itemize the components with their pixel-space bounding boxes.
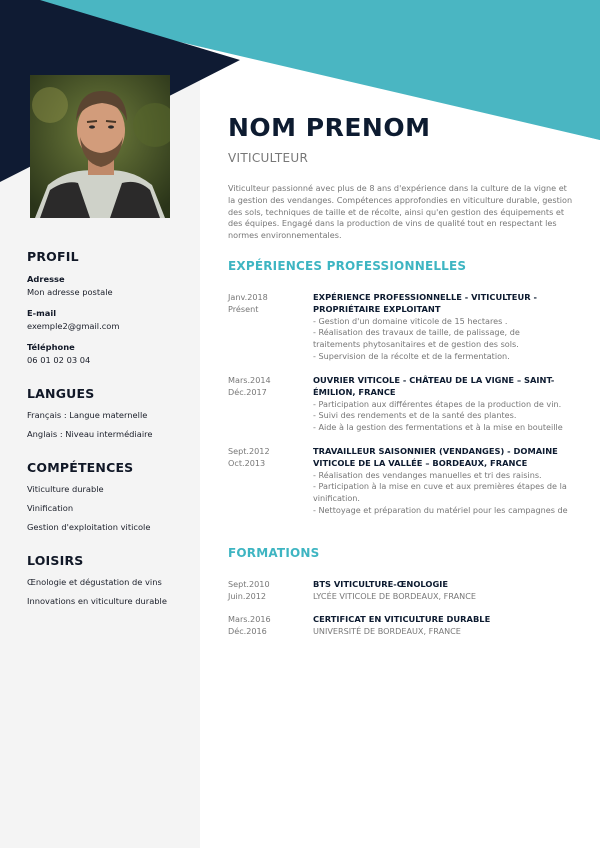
- email-value: exemple2@gmail.com: [27, 321, 120, 331]
- date-end: Déc.2016: [228, 625, 267, 636]
- experience-body: [313, 375, 573, 434]
- experience-line: - Nettoyage et préparation du matériel pour les campagnes de: [313, 504, 568, 515]
- competence-item: Vinification: [27, 503, 74, 513]
- competence-item: Gestion d'exploitation viticole: [27, 522, 151, 532]
- competences-heading: COMPÉTENCES: [27, 460, 134, 475]
- sidebar-content: [27, 249, 192, 606]
- formation-school: UNIVERSITÉ DE BORDEAUX, FRANCE: [313, 625, 461, 636]
- experience-line: - Gestion d'un domaine viticole de 15 hectares .: [313, 315, 508, 326]
- loisirs-heading: LOISIRS: [27, 553, 84, 568]
- experience-title: OUVRIER VITICOLE - CHÂTEAU DE LA VIGNE – SAINT-ÉMILION, FRANCE: [313, 375, 555, 397]
- experiences-heading: EXPÉRIENCES PROFESSIONNELLES: [228, 259, 467, 273]
- experience-dates: [228, 292, 308, 316]
- experience-title: EXPÉRIENCE PROFESSIONNELLE - VITICULTEUR - PROPRIÉTAIRE EXPLOITANT: [313, 292, 537, 314]
- experience-line: - Suivi des rendements et de la santé des plantes.: [313, 410, 517, 421]
- formation-title: BTS VITICULTURE-ŒNOLOGIE: [313, 579, 449, 589]
- langue-item: Français : Langue maternelle: [27, 410, 148, 420]
- date-start: Sept.2010: [228, 579, 270, 589]
- loisir-item: Innovations en viticulture durable: [27, 596, 167, 606]
- formation-title: CERTIFICAT EN VITICULTURE DURABLE: [313, 614, 491, 624]
- date-start: Mars.2014: [228, 375, 271, 385]
- experience-line: - Réalisation des vendanges manuelles et tri des raisins.: [313, 469, 542, 480]
- address-value: Mon adresse postale: [27, 287, 113, 297]
- date-end: Présent: [228, 303, 259, 314]
- date-start: Mars.2016: [228, 614, 271, 624]
- address-label: Adresse: [27, 274, 65, 284]
- date-end: Oct.2013: [228, 457, 266, 468]
- formations-heading: FORMATIONS: [228, 546, 320, 560]
- experience-line: - Supervision de la récolte et de la fermentation.: [313, 350, 510, 361]
- phone-value: 06 01 02 03 04: [27, 355, 91, 365]
- email-label: E-mail: [27, 308, 57, 318]
- experience-line: - Aide à la gestion des fermentations et à la mise en bouteille: [313, 422, 563, 433]
- job-title: VITICULTEUR: [228, 151, 309, 165]
- date-start: Janv.2018: [228, 292, 268, 302]
- experience-line: vinification.: [313, 493, 361, 504]
- experience-body: [313, 446, 573, 517]
- experience-dates: [228, 446, 308, 470]
- experience-dates: [228, 375, 308, 399]
- experience-line: - Réalisation des travaux de taille, de palissage, de: [313, 327, 520, 338]
- experience-line: - Participation aux différentes étapes de la production de vin.: [313, 398, 562, 409]
- date-start: Sept.2012: [228, 446, 270, 456]
- date-end: Juin.2012: [228, 590, 267, 601]
- formation-dates: [228, 579, 308, 603]
- person-name: NOM PRENOM: [228, 113, 431, 142]
- date-end: Déc.2017: [228, 386, 267, 397]
- phone-label: Téléphone: [27, 342, 75, 352]
- formation-dates: [228, 614, 308, 638]
- langue-item: Anglais : Niveau intermédiaire: [27, 429, 153, 439]
- profil-heading: PROFIL: [27, 249, 79, 264]
- sidebar: [0, 0, 200, 848]
- experience-line: - Participation à la mise en cuve et aux premières étapes de la: [313, 481, 567, 492]
- experience-line: traitements phytosanitaires et de gestion des sols.: [313, 339, 519, 350]
- experience-title: TRAVAILLEUR SAISONNIER (VENDANGES) - DOMAINE VITICOLE DE LA VALLÉE – BORDEAUX, FRANCE: [313, 446, 558, 468]
- formation-body: [313, 579, 573, 603]
- profile-summary: Viticulteur passionné avec plus de 8 ans d'expérience dans la culture de la vigne et la gestion des vendanges. Compétences approfondies en viticulture durable, gestion des sols, techniques de taille et de récolte, ainsi qu'en gestion des équipements et des équipes. Engagé dans la production de vins de qualité tout en respectant les normes environnementales.: [228, 183, 573, 241]
- loisir-item: Œnologie et dégustation de vins: [27, 577, 162, 587]
- competence-item: Viticulture durable: [27, 484, 104, 494]
- langues-heading: LANGUES: [27, 386, 95, 401]
- experience-body: [313, 292, 573, 363]
- formation-school: LYCÉE VITICOLE DE BORDEAUX, FRANCE: [313, 590, 476, 601]
- formation-body: [313, 614, 573, 638]
